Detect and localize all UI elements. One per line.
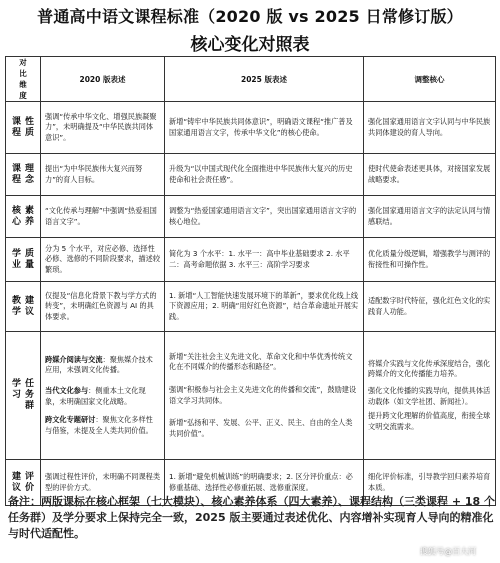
cell-core: 适配数字时代特征，强化红色文化的实践育人功能。 bbox=[364, 282, 496, 332]
cell-2020: 强调过程性评价，未明确不同课程类型的评价方式。 bbox=[41, 460, 165, 506]
row-dimension: 学业 质量 bbox=[6, 238, 41, 282]
task-group-item: 当代文化参与：侧重本土文化现象，未明确国家文化战略。 bbox=[45, 385, 146, 406]
cell-2025: 升级为“以中国式现代化全面推进中华民族伟大复兴的历史使命和社会责任感”。 bbox=[165, 154, 364, 196]
row-dimension: 课程 性质 bbox=[6, 102, 41, 154]
table-row bbox=[6, 282, 496, 332]
header-2020: 2020 版表述 bbox=[41, 57, 165, 102]
comparison-table bbox=[5, 56, 496, 506]
cell-core: 强化国家通用语言文字的法定认同与情感联结。 bbox=[364, 196, 496, 238]
cell-core: 使时代使命表述更具体，对接国家发展战略要求。 bbox=[364, 154, 496, 196]
cell-2025: 新增“铸牢中华民族共同体意识”，明确语文课程“推广普及国家通用语言文字，传承中华文化”的核心使命。 bbox=[165, 102, 364, 154]
cell-2025: 调整为“热爱国家通用语言文字”，突出国家通用语言文字的核心地位。 bbox=[165, 196, 364, 238]
cell-2020: “文化传承与理解”中强调“热爱祖国语言文字”。 bbox=[41, 196, 165, 238]
cell-core: 强化国家通用语言文字认同与中华民族共同体建设的育人导向。 bbox=[364, 102, 496, 154]
task-group-item: 提升跨文化理解的价值高度，衔接全球文明交流需求。 bbox=[368, 411, 491, 431]
table-row bbox=[6, 238, 496, 282]
row-dimension: 课程 理念 bbox=[6, 154, 41, 196]
cell-2020: 强调“传承中华文化、增强民族凝聚力”，未明确提及“中华民族共同体意识”。 bbox=[41, 102, 165, 154]
page-title: 普通高中语文课程标准（2020 版 vs 2025 日常修订版） bbox=[37, 7, 463, 26]
task-group-item: 将媒介实践与文化传承深度结合，强化跨媒介的文化传播能力培养。 bbox=[368, 358, 491, 379]
cell-2020: 提出“为中华民族伟大复兴而努力”的育人目标。 bbox=[41, 154, 165, 196]
cell-2020 bbox=[41, 332, 165, 460]
table-row bbox=[6, 102, 496, 154]
cell-2020: 分为 5 个水平，对应必修、选择性必修、选修的不同阶段要求，描述较繁琐。 bbox=[41, 238, 165, 282]
header-2025: 2025 版表述 bbox=[165, 57, 364, 102]
table-row bbox=[6, 154, 496, 196]
table-header-row bbox=[6, 57, 496, 102]
header-dim: 对比维度 bbox=[6, 57, 41, 102]
task-group-item: 跨文化专题研讨：聚焦文化多样性与借鉴，未提及全人类共同价值。 bbox=[45, 415, 153, 435]
watermark: 搜狐号@百大河 bbox=[420, 547, 476, 556]
footnote: 备注：两版课标在核心框架（七大模块）、核心素养体系（四大素养）、课程结构（三类课程 + 18 个任务群）及学分要求上保持完全一致，2025 版主要通过表述优化、内容增补实现育人导向的精准化与时代适配性。 bbox=[8, 495, 496, 540]
cell-2020: 仅提及“信息化背景下教与学方式的转变”，未明确红色资源与 AI 的具体要求。 bbox=[41, 282, 165, 332]
cell-core: 优化质量分级逻辑，增强教学与测评的衔接性和可操作性。 bbox=[364, 238, 496, 282]
task-group-item: 新增“弘扬和平、发展、公平、正义、民主、自由的全人类共同价值”。 bbox=[169, 418, 353, 438]
task-group-item: 强调“积极参与社会主义先进文化的传播和交流”，鼓励建设语文学习共同体。 bbox=[169, 384, 357, 405]
header-core: 调整核心 bbox=[364, 57, 496, 102]
task-group-item: 强化文化传播的实践导向，提供具体活动载体（如文学社团、新闻社）。 bbox=[368, 385, 491, 406]
table-row-task-groups bbox=[6, 332, 496, 460]
table-row bbox=[6, 196, 496, 238]
row-dimension: 学习 任务群 bbox=[6, 332, 41, 460]
cell-2025 bbox=[165, 332, 364, 460]
row-dimension: 核心 素养 bbox=[6, 196, 41, 238]
row-dimension: 教学 建议 bbox=[6, 282, 41, 332]
cell-core bbox=[364, 332, 496, 460]
row-dimension: 建议 评价 bbox=[6, 460, 41, 506]
page-subtitle: 核心变化对照表 bbox=[190, 35, 310, 55]
task-group-item: 跨媒介阅读与交流：聚焦媒介技术应用，未强调文化传播。 bbox=[45, 354, 153, 375]
cell-2025: 1. 新增“避免机械训练”的明确要求；2. 区分评价重点：必修重基础、选择性必修重拓展、选修重深度。 bbox=[165, 460, 364, 506]
task-group-item: 新增“关注社会主义先进文化、革命文化和中华优秀传统文化在不同媒介的传播形态和路径”。 bbox=[169, 351, 353, 372]
cell-2025: 1. 新增“人工智能快速发展环境下的革新”，要求优化线上线下资源应用；2. 明确“用好红色资源”，结合革命遗址开展实践。 bbox=[165, 282, 364, 332]
cell-2025: 简化为 3 个水平：1. 水平一：高中毕业基础要求 2. 水平二：高考命题依据 3. 水平三：高阶学习要求 bbox=[165, 238, 364, 282]
cell-core: 细化评价标准，引导教学回归素养培育本质。 bbox=[364, 460, 496, 506]
